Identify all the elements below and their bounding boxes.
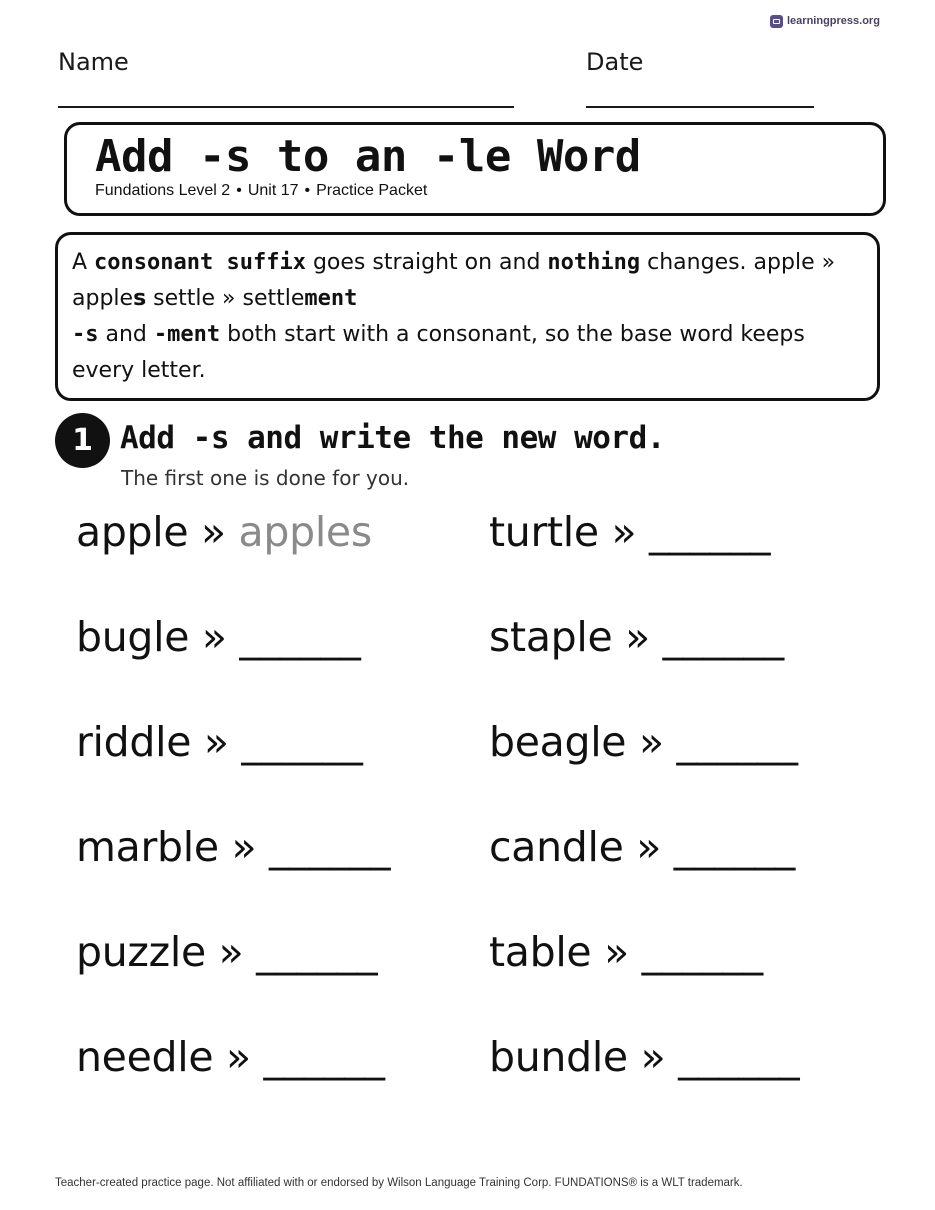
rule-bold: -ment (153, 322, 221, 347)
rule-text: and (98, 322, 154, 347)
rule-line-1 (72, 245, 863, 317)
word-item[interactable]: puzzle » ______ (76, 928, 378, 976)
site-logo (770, 12, 880, 30)
rule-bold: consonant suffix (94, 250, 306, 275)
rule-text: changes. apple » apple (72, 250, 836, 311)
word-item[interactable]: bugle » ______ (76, 613, 361, 661)
rule-bold: -s (72, 322, 99, 347)
exercise-title: Add -s and write the new word. (120, 420, 665, 456)
unit-text: Unit 17 (247, 182, 299, 199)
word-item[interactable]: marble » ______ (76, 823, 391, 871)
date-line (586, 106, 814, 108)
footer-disclaimer: Teacher-created practice page. Not affiliated with or endorsed by Wilson Language Training Corp. FUNDATIONS® is a WLT trademark. (55, 1177, 743, 1189)
word-item[interactable]: bundle » ______ (489, 1033, 800, 1081)
name-line (58, 106, 514, 108)
word-item[interactable]: beagle » ______ (489, 718, 798, 766)
word-item[interactable]: turtle » ______ (489, 508, 771, 556)
rule-box (55, 232, 880, 401)
step-number-badge: 1 (55, 413, 110, 468)
rule-text: settle » settle (146, 286, 305, 311)
word-item[interactable]: staple » ______ (489, 613, 784, 661)
word-item[interactable]: needle » ______ (76, 1033, 385, 1081)
logo-icon (770, 15, 783, 28)
example-answer: apples (238, 508, 372, 556)
exercise-subtitle: The first one is done for you. (121, 466, 410, 490)
rule-bold: s (133, 286, 147, 311)
rule-text: both start with a consonant, so the base word keeps every letter. (72, 322, 805, 383)
word-item[interactable]: table » ______ (489, 928, 763, 976)
page-subtitle (95, 182, 427, 200)
rule-bold: ment (304, 286, 358, 311)
word-text: apple » (76, 508, 226, 556)
separator: • (236, 182, 242, 199)
word-item[interactable]: riddle » ______ (76, 718, 363, 766)
word-item[interactable]: candle » ______ (489, 823, 795, 871)
level-text: Fundations Level 2 (95, 182, 231, 199)
rule-text: A (72, 250, 95, 275)
page-title: Add -s to an -le Word (95, 131, 641, 182)
name-label: Name (58, 48, 129, 76)
rule-line-2 (72, 317, 863, 389)
date-label: Date (586, 48, 644, 76)
logo-text: learningpress.org (787, 15, 880, 27)
rule-text: goes straight on and (305, 250, 548, 275)
separator: • (304, 182, 311, 199)
packet-text: Practice Packet (316, 182, 428, 199)
rule-bold: nothing (547, 250, 641, 275)
word-item (76, 508, 372, 556)
title-box (64, 122, 886, 216)
